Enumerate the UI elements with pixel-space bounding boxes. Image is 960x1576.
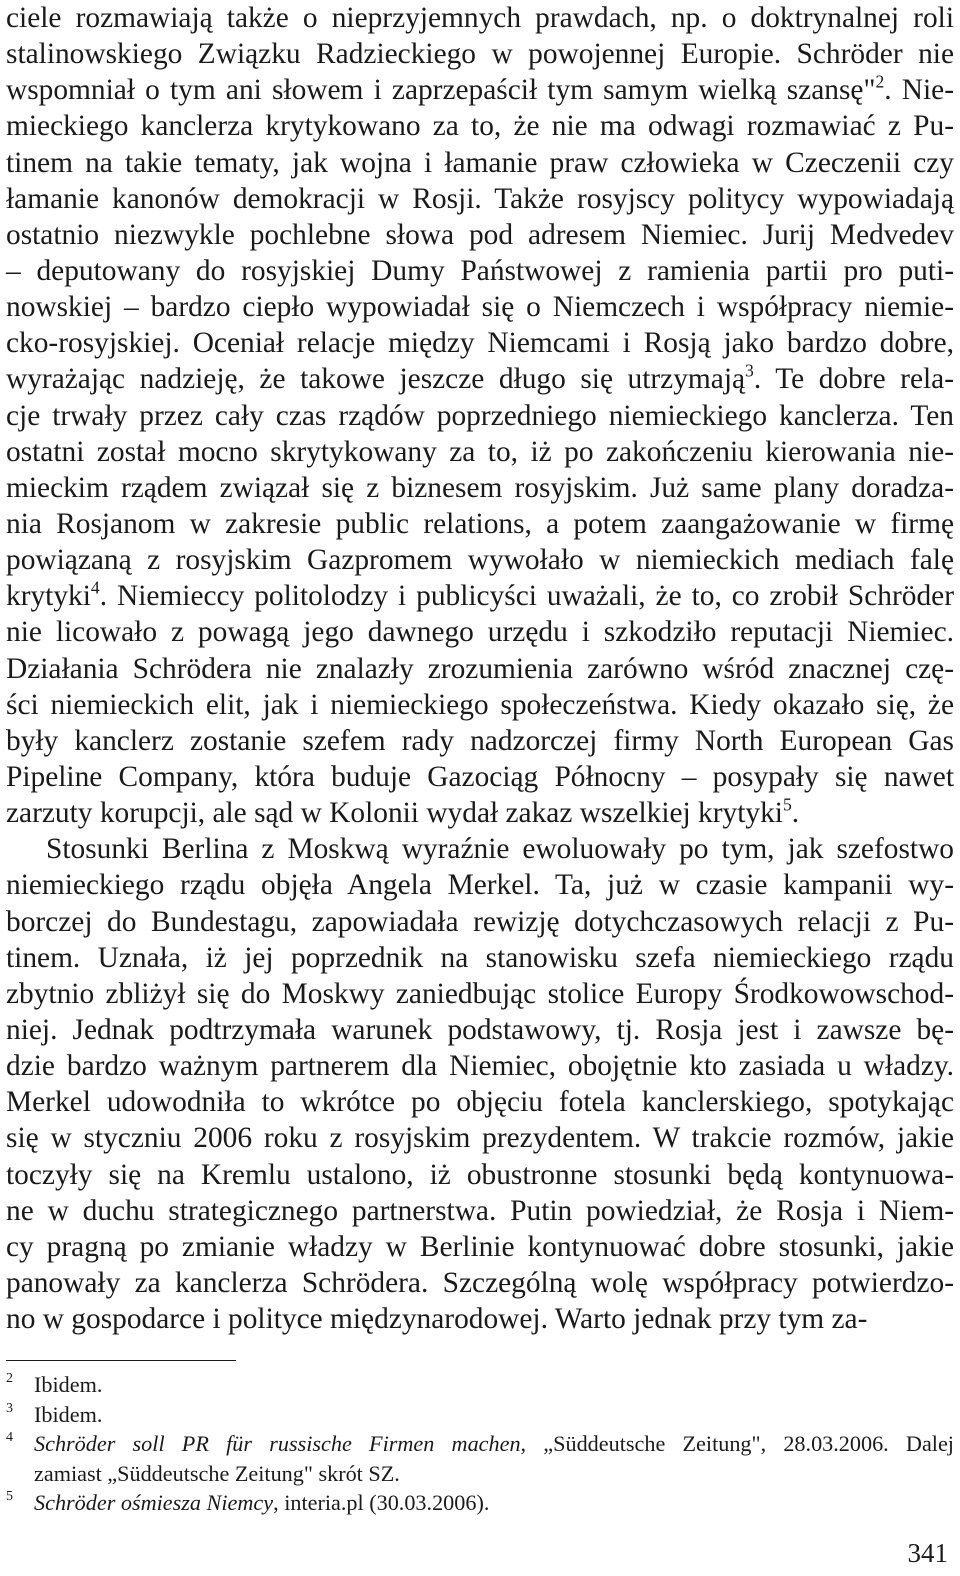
footnote-title: Schröder ośmiesza Niemcy bbox=[34, 1490, 274, 1515]
footnote-line bbox=[34, 1370, 954, 1400]
text-line bbox=[6, 940, 954, 976]
footnotes bbox=[6, 1370, 954, 1518]
body-text bbox=[6, 0, 954, 1337]
text-run: nie licowało z powagą jego dawnego urzędu i szkodziło reputacji Niemiec. bbox=[6, 616, 954, 649]
text-run: ostatni został mocno skrytykowany za to, iż po zakończeniu kierowania nie- bbox=[6, 435, 954, 468]
text-run: były kanclerz zostanie szefem rady nadzorczej firmy North European Gas bbox=[6, 724, 954, 757]
footnote-line bbox=[34, 1429, 954, 1459]
footnote-line bbox=[34, 1488, 954, 1518]
text-run: wyrażając nadzieję, że takowe jeszcze długo się utrzymają bbox=[6, 363, 746, 396]
footnote-text: , „Süddeutsche Zeitung", 28.03.2006. Dalej bbox=[520, 1431, 954, 1456]
text-line bbox=[6, 795, 954, 831]
text-run: no w gospodarce i polityce międzynarodowej. Warto jednak przy tym za- bbox=[6, 1303, 868, 1336]
footnote bbox=[6, 1400, 954, 1430]
text-run: panowały za kanclerza Schrödera. Szczególną wolę współpracy potwierdzo- bbox=[6, 1266, 954, 1299]
text-run: wspomniał o tym ani słowem i zaprzepaścił tym samym wielką szansę" bbox=[6, 74, 876, 107]
footnote bbox=[6, 1488, 954, 1518]
text-run: tinem na takie tematy, jak wojna i łamanie praw człowieka w Czeczenii czy bbox=[6, 146, 954, 179]
text-line bbox=[6, 289, 954, 325]
text-line bbox=[6, 867, 954, 903]
footnote-number: 5 bbox=[6, 1489, 13, 1504]
text-line bbox=[6, 398, 954, 434]
text-line bbox=[6, 506, 954, 542]
text-run: łamanie kanonów demokracji w Rosji. Także rosyjscy politycy wypowiadają bbox=[6, 182, 954, 215]
text-line bbox=[6, 723, 954, 759]
text-line bbox=[6, 217, 954, 253]
text-line bbox=[6, 181, 954, 217]
footnote-number: 2 bbox=[6, 1371, 13, 1386]
text-line bbox=[6, 904, 954, 940]
text-line bbox=[6, 434, 954, 470]
text-run: tinem. Uznała, iż jej poprzednik na stanowisku szefa niemieckiego rządu bbox=[6, 941, 954, 974]
text-line bbox=[6, 361, 954, 397]
text-run: ści niemieckich elit, jak i niemieckiego społeczeństwa. Kiedy okazało się, że bbox=[6, 688, 954, 721]
text-run: niemieckiego rządu objęła Angela Merkel. Ta, już w czasie kampanii wy- bbox=[6, 869, 954, 902]
footnote-marker: 3 bbox=[745, 360, 754, 381]
text-run: borczej do Bundestagu, zapowiadała rewizję dotychczasowych relacji z Pu- bbox=[6, 905, 954, 938]
text-line bbox=[6, 1301, 954, 1337]
text-run: nowskiej – bardzo ciepło wypowiadał się o Niemczech i współpracy niemie- bbox=[6, 291, 954, 324]
text-run: cko-rosyjskiej. Oceniał relacje między Niemcami i Rosją jako bardzo dobre, bbox=[6, 327, 954, 360]
text-run: zbytnio zbliżył się do Moskwy zaniedbując stolice Europy Środkowowschod- bbox=[6, 977, 954, 1010]
text-run: toczyły się na Kremlu ustalono, iż obustronne stosunki będą kontynuowa- bbox=[6, 1158, 954, 1191]
text-line bbox=[6, 470, 954, 506]
text-line bbox=[6, 0, 954, 36]
footnote-text: Ibidem. bbox=[34, 1372, 103, 1397]
text-run: – deputowany do rosyjskiej Dumy Państwowej z ramienia partii pro puti- bbox=[6, 254, 954, 287]
text-line bbox=[6, 759, 954, 795]
footnote-marker: 5 bbox=[782, 794, 792, 815]
text-line bbox=[6, 831, 954, 867]
text-run: ne w duchu strategicznego partnerstwa. Putin powiedział, że Rosja i Niem- bbox=[6, 1194, 954, 1227]
text-line bbox=[6, 651, 954, 687]
text-line bbox=[6, 108, 954, 144]
text-run: Merkel udowodniła to wkrótce po objęciu fotela kanclerskiego, spotykając bbox=[6, 1086, 954, 1119]
text-line bbox=[6, 1048, 954, 1084]
text-run: niej. Jednak podtrzymała warunek podstawowy, tj. Rosja jest i zawsze bę- bbox=[6, 1013, 954, 1046]
footnote-line bbox=[34, 1400, 954, 1430]
text-run: mieckim rządem związał się z biznesem rosyjskim. Już same plany doradza- bbox=[6, 471, 954, 504]
text-line bbox=[6, 578, 954, 614]
text-line bbox=[6, 1265, 954, 1301]
text-run: . Niemieccy politolodzy i publicyści uważali, że to, co zrobił Schröder bbox=[99, 580, 954, 613]
text-line bbox=[6, 976, 954, 1012]
text-line bbox=[6, 614, 954, 650]
text-run: . bbox=[791, 797, 800, 830]
footnote-text: Ibidem. bbox=[34, 1401, 103, 1427]
footnote-marker: 4 bbox=[90, 577, 100, 598]
text-line bbox=[6, 145, 954, 181]
text-run: . Nie- bbox=[884, 74, 955, 107]
text-line bbox=[6, 1012, 954, 1048]
text-line bbox=[6, 1157, 954, 1193]
text-run: powiązaną z rosyjskim Gazpromem wywołało w niemieckich mediach falę bbox=[6, 544, 954, 577]
text-line bbox=[6, 687, 954, 723]
footnote-number: 3 bbox=[6, 1400, 13, 1416]
text-run: cy pragną po zmianie władzy w Berlinie kontynuować dobre stosunki, jakie bbox=[6, 1230, 954, 1263]
footnote-line bbox=[34, 1459, 954, 1489]
text-run: Stosunki Berlina z Moskwą wyraźnie ewoluowały po tym, jak szefostwo bbox=[46, 833, 954, 866]
text-run: nia Rosjanom w zakresie public relations, a potem zaangażowanie w firmę bbox=[6, 507, 954, 540]
footnote-text: , interia.pl (30.03.2006). bbox=[273, 1490, 490, 1515]
text-run: stalinowskiego Związku Radzieckiego w powojennej Europie. Schröder nie bbox=[6, 38, 954, 71]
footnote bbox=[6, 1429, 954, 1488]
text-run: krytyki bbox=[6, 580, 91, 613]
text-line bbox=[6, 1120, 954, 1156]
page-number: 341 bbox=[907, 1538, 948, 1568]
text-run: zarzuty korupcji, ale sąd w Kolonii wydał zakaz wszelkiej krytyki bbox=[6, 797, 783, 830]
text-run: cje trwały przez cały czas rządów poprzedniego niemieckiego kanclerza. Ten bbox=[6, 399, 954, 432]
footnote-marker: 2 bbox=[875, 71, 885, 92]
text-line bbox=[6, 542, 954, 578]
text-line bbox=[6, 36, 954, 72]
text-line bbox=[6, 72, 954, 108]
footnote-number: 4 bbox=[6, 1430, 13, 1445]
text-run: dzie bardzo ważnym partnerem dla Niemiec, obojętnie kto zasiada u władzy. bbox=[6, 1050, 954, 1083]
text-run: . Te dobre rela- bbox=[753, 363, 954, 396]
text-run: Działania Schrödera nie znalazły zrozumienia zarówno wśród znacznej czę- bbox=[6, 652, 954, 685]
text-run: się w styczniu 2006 roku z rosyjskim prezydentem. W trakcie rozmów, jakie bbox=[6, 1122, 954, 1155]
footnote-rule bbox=[6, 1360, 236, 1361]
text-run: Pipeline Company, która buduje Gazociąg Północny – posypały się nawet bbox=[6, 760, 954, 793]
text-line bbox=[6, 1084, 954, 1120]
text-run: mieckiego kanclerza krytykowano za to, że nie ma odwagi rozmawiać z Pu- bbox=[6, 110, 954, 143]
text-line bbox=[6, 325, 954, 361]
text-run: ostatnio niezwykle pochlebne słowa pod adresem Niemiec. Jurij Medvedev bbox=[6, 218, 954, 251]
text-run: ciele rozmawiają także o nieprzyjemnych prawdach, np. o doktrynalnej roli bbox=[6, 2, 954, 34]
footnote-text: zamiast „Süddeutsche Zeitung" skrót SZ. bbox=[34, 1460, 400, 1486]
text-line bbox=[6, 1229, 954, 1265]
text-line bbox=[6, 253, 954, 289]
footnote-title: Schröder soll PR für russische Firmen machen bbox=[34, 1431, 521, 1456]
footnote bbox=[6, 1370, 954, 1400]
text-line bbox=[6, 1193, 954, 1229]
